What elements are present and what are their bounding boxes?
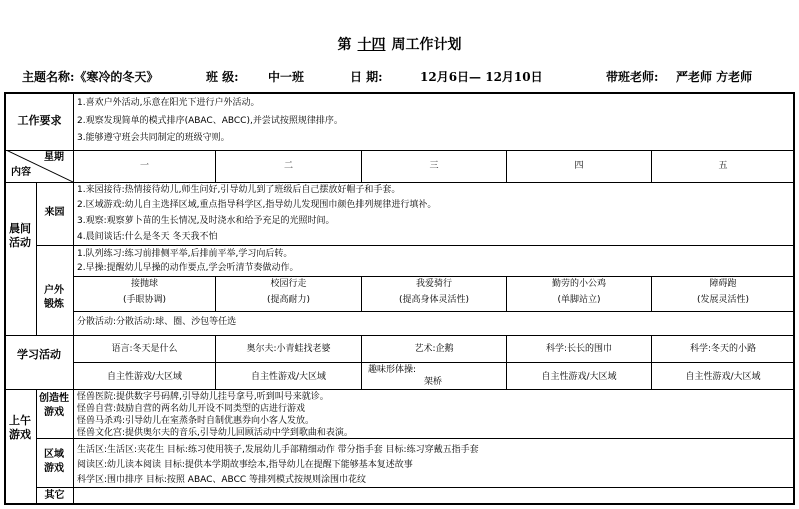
row-line — [6, 389, 794, 390]
outdoor-label: 户外锻炼 — [44, 285, 64, 310]
arrive-label: 来园 — [44, 207, 65, 218]
game-name: 勤劳的小公鸡 — [551, 279, 606, 289]
teacher-value: 严老师 方老师 — [676, 70, 753, 84]
game-note: (单脚站立) — [557, 295, 601, 305]
content-label: 内容 — [11, 167, 31, 178]
free-play-item: 自主性游戏/大区域 — [106, 372, 183, 382]
game-note: (提高耐力) — [266, 295, 311, 305]
morning-label: 晨间活动 — [9, 222, 31, 249]
arrive-line: 2.区域游戏:幼儿自主选择区域,重点指导科学区,指导幼儿发现围巾颜色排列规律进行填补。 — [77, 200, 437, 210]
class-label: 班 级: — [206, 70, 239, 84]
game-name: 校园行走 — [270, 279, 307, 289]
study-item: 奥尔夫:小青蛙找老婆 — [246, 344, 331, 354]
creative-line: 怪兽医院:提供数字号码牌,引导幼儿挂号拿号,听到叫号来就诊。 — [77, 392, 329, 402]
col-line — [36, 389, 37, 505]
creative-line: 怪兽马杀鸡:引导幼儿在室蒸条时自制优惠券向小客人发放。 — [77, 416, 315, 426]
class-value: 中一班 — [268, 70, 305, 84]
game-name: 障碍跑 — [709, 279, 737, 289]
day-3: 三 — [429, 161, 439, 171]
free-play-item: 趣味形体操: — [368, 365, 417, 375]
weekday-label: 星期 — [44, 152, 64, 163]
work-req-line: 1.喜欢户外活动,乐意在阳光下进行户外活动。 — [77, 98, 260, 108]
area-line: 科学区:围巾排序 目标:按照 ABAC、ABCC 等排列模式按规则涂围巾花纹 — [77, 475, 367, 485]
scatter-activity: 分散活动:分散活动:球、圈、沙包等任选 — [77, 317, 237, 327]
free-play-extra: 架桥 — [424, 377, 443, 387]
study-item: 科学:冬天的小路 — [689, 344, 757, 354]
area-label: 区域游戏 — [44, 449, 64, 474]
study-item: 语言:冬天是什么 — [111, 344, 178, 354]
arrive-line: 4.晨间谈话:什么是冬天 冬天我不怕 — [77, 232, 218, 242]
study-item: 艺术:企鹅 — [414, 344, 454, 354]
work-req-line: 3.能够遵守班会共同制定的班级守则。 — [77, 133, 230, 143]
creative-line: 怪兽自营:鼓励自营的两名幼儿开设不同类型的店进行游戏 — [77, 404, 306, 414]
row-line — [36, 245, 794, 246]
day-1: 一 — [139, 161, 149, 171]
day-5: 五 — [718, 161, 728, 171]
outdoor-line: 2.早操:提醒幼儿早操的动作要点,学会听清节奏做动作。 — [77, 263, 299, 273]
row-line — [73, 276, 794, 277]
creative-line: 怪兽文化宫:提供奥尔夫的音乐,引导幼儿回顾活动中学到歌曲和表演。 — [77, 428, 353, 438]
study-label: 学习活动 — [17, 348, 61, 361]
page-title — [0, 34, 799, 54]
title-suffix: 周工作计划 — [391, 37, 462, 53]
day-2: 二 — [283, 161, 293, 171]
outdoor-line: 1.队列练习:练习前排侧平举,后排前平举,学习向后转。 — [77, 249, 293, 259]
area-line: 阅读区:幼儿读本阅读 目标:提供本学期故事绘本,指导幼儿在提醒下能够基本复述故事 — [77, 460, 413, 470]
arrive-line: 3.观察:观察萝卜苗的生长情况,及时浇水和给予充足的光照时间。 — [77, 216, 335, 226]
game-note: (发展灵活性) — [696, 295, 750, 305]
row-line — [36, 487, 794, 488]
game-note: (提高身体灵活性) — [398, 295, 470, 305]
arrive-line: 1.来园接待:热情接待幼儿,师生问好,引导幼儿到了班级后自己摆放好帽子和手套。 — [77, 185, 401, 195]
other-label: 其它 — [44, 490, 65, 501]
work-req-label: 工作要求 — [17, 114, 62, 127]
date-value: 12月6日— 12月10日 — [420, 70, 543, 84]
title-week: 十四 — [357, 37, 386, 53]
game-name: 我爱骑行 — [415, 279, 452, 289]
day-4: 四 — [574, 161, 584, 171]
free-play-item: 自主性游戏/大区域 — [685, 372, 761, 382]
date-label: 日 期: — [350, 70, 383, 84]
work-req-line: 2.观察发现简单的模式排序(ABAC、ABCC),并尝试按照规律排序。 — [77, 116, 343, 126]
free-play-item: 自主性游戏/大区域 — [250, 372, 327, 382]
game-note: (手眼协调) — [122, 295, 167, 305]
theme-name: 主题名称:《寒冷的冬天》 — [22, 70, 159, 84]
row-line — [6, 182, 794, 183]
row-line — [73, 362, 794, 363]
area-line: 生活区:生活区:夹花生 目标:练习使用筷子,发展幼儿手部精细动作 带分指手套 目标:练习穿戴五指手套 — [77, 445, 479, 455]
game-name: 接抛球 — [130, 279, 158, 289]
free-play-item: 自主性游戏/大区域 — [541, 372, 617, 382]
teacher-label: 带班老师: — [606, 70, 659, 84]
title-prefix: 第 — [337, 37, 352, 53]
study-item: 科学:长长的围巾 — [545, 344, 613, 354]
forenoon-label: 上午游戏 — [9, 414, 31, 441]
col-line — [36, 182, 37, 335]
row-line — [6, 150, 794, 151]
creative-label: 创造性游戏 — [39, 393, 69, 418]
row-line — [73, 311, 794, 312]
row-line — [6, 335, 794, 336]
